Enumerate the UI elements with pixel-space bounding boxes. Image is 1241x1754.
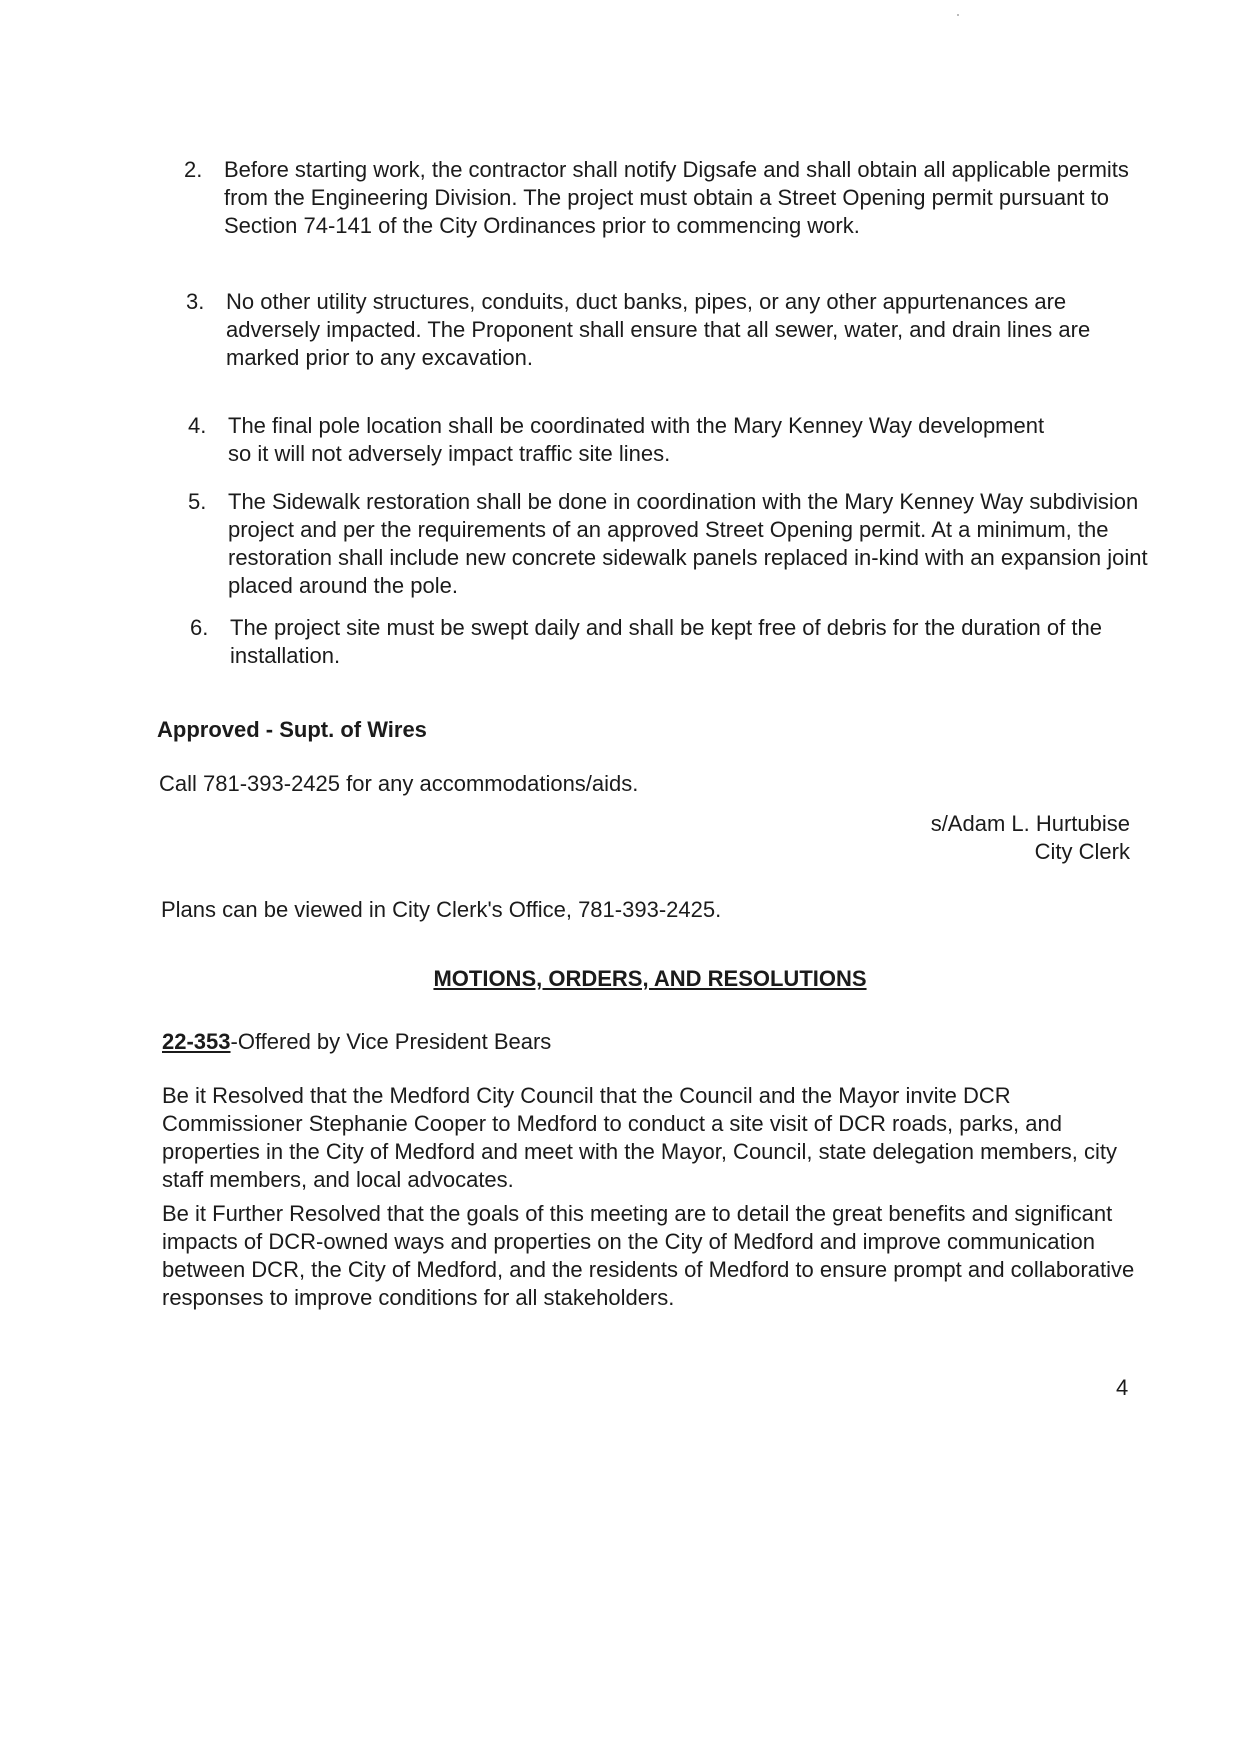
list-number: 5. xyxy=(188,489,207,514)
plans-line: Plans can be viewed in City Clerk's Office, 781-393-2425. xyxy=(161,897,722,922)
list-text: The Sidewalk restoration shall be done in coordination with the Mary Kenney Way subdivision project and per the requirements of an approved Street Opening permit. At a minimum, the restoration shall include new concrete sidewalk panels replaced in-kind with an expansion joint placed around the pole. xyxy=(228,489,1148,598)
list-number: 6. xyxy=(190,615,209,640)
list-item-3 xyxy=(186,288,1126,372)
page-number: 4 xyxy=(1116,1375,1129,1400)
list-text: Before starting work, the contractor shall notify Digsafe and shall obtain all applicable permits from the Engineering Division. The project must obtain a Street Opening permit pursuant to Section 74-141 of the City Ordinances prior to commencing work. xyxy=(224,157,1129,238)
motion-number: 22-353 xyxy=(162,1029,231,1054)
motion-offered-by: -Offered by Vice President Bears xyxy=(230,1029,552,1054)
approved-line: Approved - Supt. of Wires xyxy=(157,717,427,742)
resolved-paragraph-1: Be it Resolved that the Medford City Council that the Council and the Mayor invite DCR Commissioner Stephanie Cooper to Medford to conduct a site visit of DCR roads, parks, and properties in the City of Medford and meet with the Mayor, Council, state delegation members, city staff members, and local advocates. xyxy=(162,1083,1118,1192)
accommodations-line: Call 781-393-2425 for any accommodations/aids. xyxy=(159,771,639,796)
scan-speck xyxy=(957,14,959,16)
signature-title: City Clerk xyxy=(1034,839,1130,864)
list-text: The final pole location shall be coordinated with the Mary Kenney Way development so it will not adversely impact traffic site lines. xyxy=(228,413,1045,466)
list-item-6 xyxy=(190,614,1130,670)
list-number: 4. xyxy=(188,413,207,438)
list-text: No other utility structures, conduits, duct banks, pipes, or any other appurtenances are adversely impacted. The Proponent shall ensure that all sewer, water, and drain lines are marked prior to any excavation. xyxy=(226,289,1091,370)
list-item-5 xyxy=(188,488,1158,600)
list-text: The project site must be swept daily and shall be kept free of debris for the duration of the installation. xyxy=(230,615,1102,668)
signature-name: s/Adam L. Hurtubise xyxy=(930,811,1130,836)
resolved-paragraph-2: Be it Further Resolved that the goals of this meeting are to detail the great benefits and significant impacts of DCR-owned ways and properties on the City of Medford and improve communication between DCR, the City of Medford, and the residents of Medford to ensure prompt and collaborative responses to improve conditions for all stakeholders. xyxy=(162,1201,1135,1310)
list-item-2 xyxy=(184,156,1144,240)
signature-block xyxy=(780,810,1130,866)
section-heading: MOTIONS, ORDERS, AND RESOLUTIONS xyxy=(433,966,867,991)
motion-header xyxy=(162,1028,962,1056)
list-number: 2. xyxy=(184,157,203,182)
list-number: 3. xyxy=(186,289,205,314)
list-item-4 xyxy=(188,412,1048,468)
